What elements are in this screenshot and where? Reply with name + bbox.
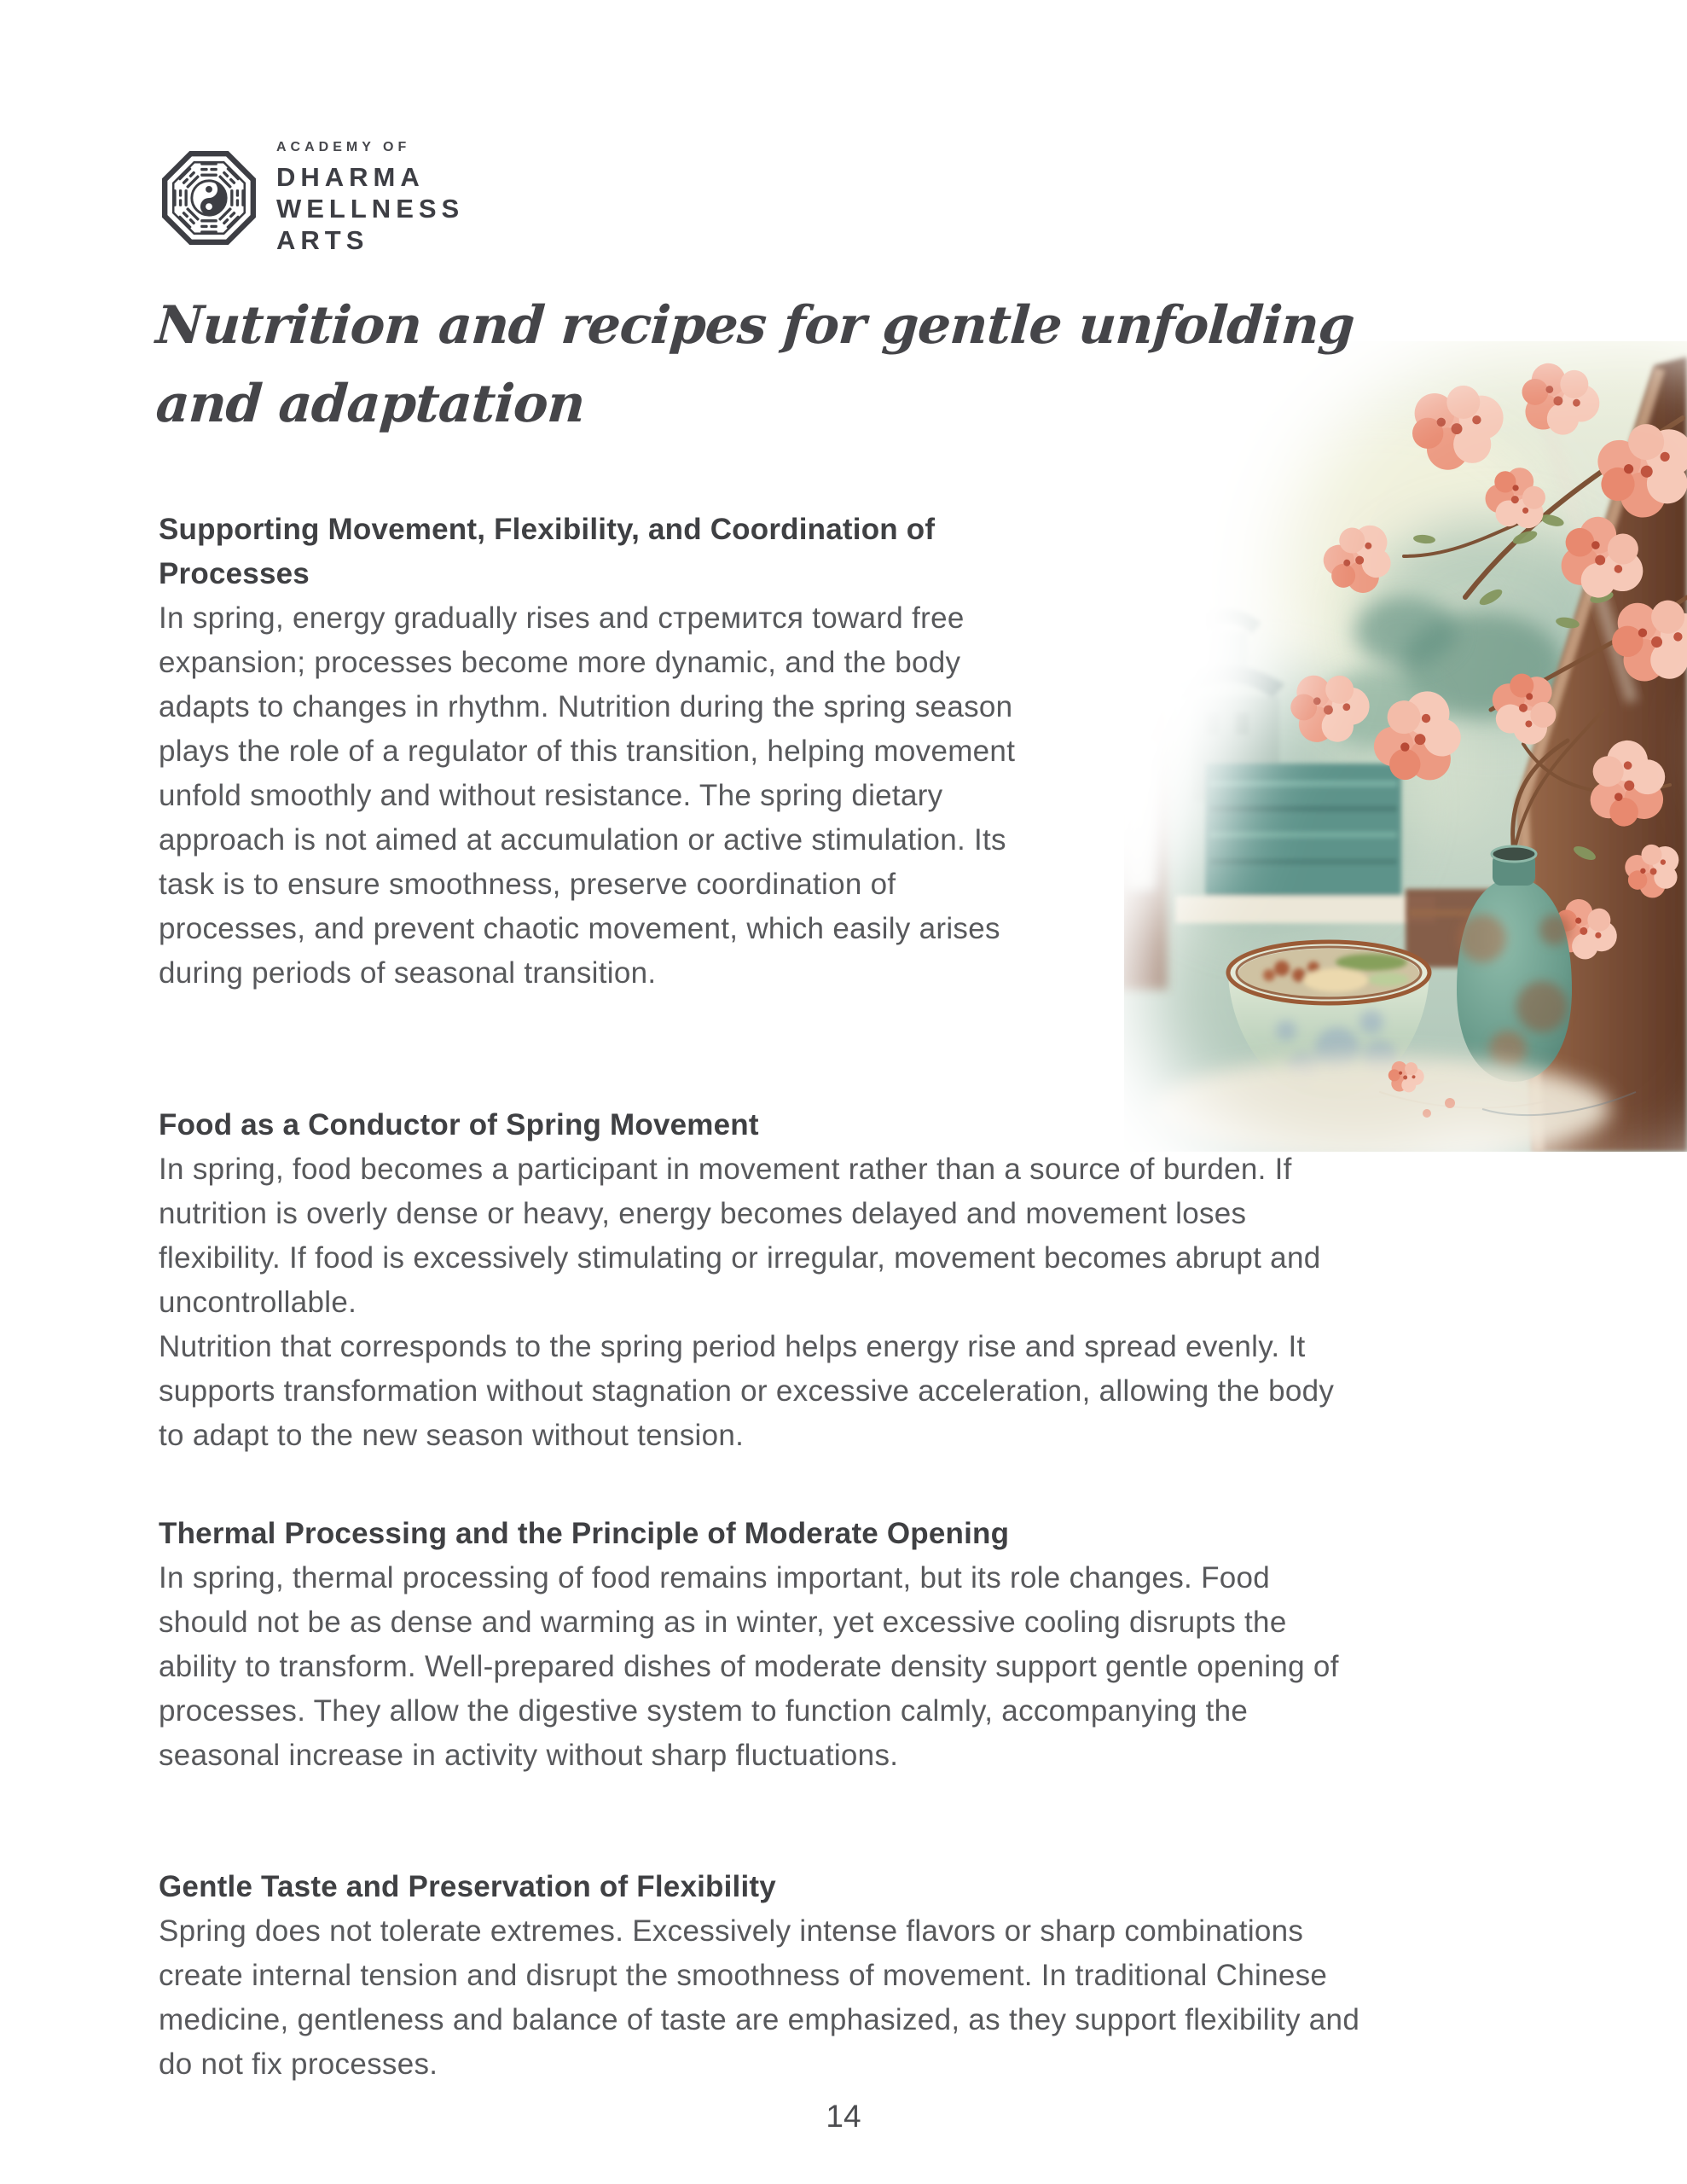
- page-number: 14: [826, 2099, 861, 2134]
- spring-blossom-watercolor-illustration: [1124, 341, 1687, 1152]
- section-supporting-movement: [159, 508, 1046, 996]
- section-thermal-processing: [159, 1512, 1361, 1778]
- section-heading: Thermal Processing and the Principle of Moderate Opening: [159, 1517, 1010, 1550]
- section-paragraph: In spring, food becomes a participant in movement rather than a source of burden. If nutrition is overly dense or heavy, energy becomes delayed and movement loses flexibility. If food is excessively stimulating or irregular, movement becomes abrupt and uncontrollable.: [159, 1153, 1321, 1319]
- page-title: [156, 287, 1354, 444]
- page-title-line-1: Nutrition and recipes for gentle unfolding: [154, 295, 1356, 356]
- section-gentle-taste: [159, 1865, 1387, 2087]
- bagua-yinyang-icon: [159, 148, 259, 248]
- section-paragraph: Spring does not tolerate extremes. Excessively intense flavors or sharp combinations create internal tension and disrupt the smoothness of movement. In traditional Chinese medicine, gentleness and balance of taste are emphasized, as they support flexibility and do not fix processes.: [159, 1914, 1360, 2081]
- section-paragraph: In spring, thermal processing of food remains important, but its role changes. Food should not be as dense and warming as in winter, yet excessive cooling disrupts the ability to transform. Well-prepared dishes of moderate density support gentle opening of processes. They allow the digestive system to function calmly, accompanying the seasonal increase in activity without sharp fluctuations.: [159, 1561, 1339, 1772]
- logo-word-arts: ARTS: [276, 225, 369, 255]
- section-heading: Food as a Conductor of Spring Movement: [159, 1108, 759, 1141]
- section-paragraph: In spring, energy gradually rises and стремится toward free expansion; processes become more dynamic, and the body adapts to changes in rhythm. Nutrition during the spring season plays the role of a regulator of this transition, helping movement unfold smoothly and without resistance. The spring dietary approach is not aimed at accumulation or active stimulation. Its task is to ensure smoothness, preserve coordination of processes, and prevent chaotic movement, which easily arises during periods of seasonal transition.: [159, 601, 1016, 990]
- logo-word-wellness: WELLNESS: [276, 194, 465, 224]
- page-title-line-2: and adaptation: [154, 374, 587, 434]
- section-heading: Supporting Movement, Flexibility, and Coordination of Processes: [159, 513, 936, 590]
- section-heading: Gentle Taste and Preservation of Flexibility: [159, 1870, 776, 1903]
- logo: [159, 140, 464, 256]
- logo-eyebrow: ACADEMY OF: [276, 140, 411, 154]
- section-food-conductor: [159, 1103, 1361, 1458]
- section-paragraph: Nutrition that corresponds to the spring period helps energy rise and spread evenly. It supports transformation without stagnation or excessive acceleration, allowing the body to adapt to the new season without tension.: [159, 1330, 1335, 1452]
- logo-word-dharma: DHARMA: [276, 162, 425, 192]
- logo-text: [276, 140, 464, 256]
